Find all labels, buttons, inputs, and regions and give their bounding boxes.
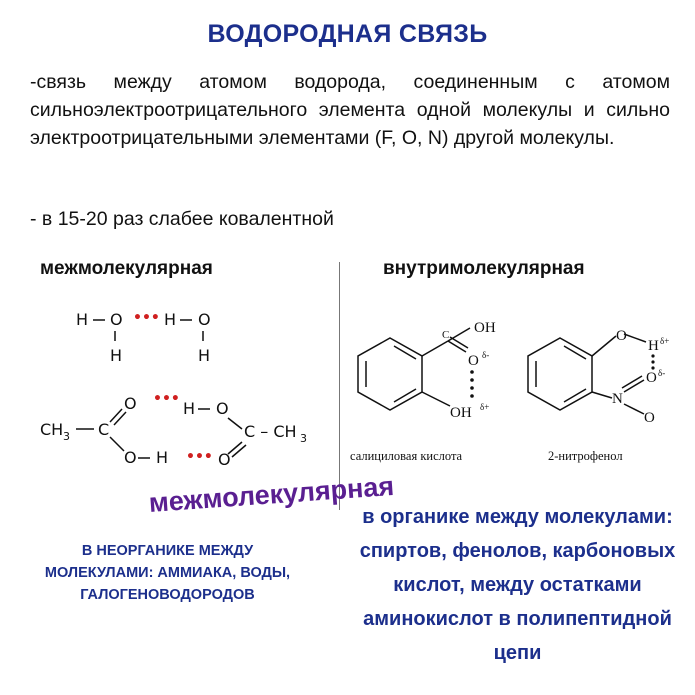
acetic-acid-dimer-diagram <box>38 385 338 475</box>
water-atom-h3: H <box>164 310 177 329</box>
salicylic-oh-top: OH <box>474 320 496 336</box>
intermolecular-label: межмолекулярная <box>147 470 396 519</box>
acid-right-o-top: O <box>216 399 229 418</box>
water-atom-h1: H <box>76 310 89 329</box>
acid-left-ch: CH <box>40 420 64 439</box>
water-atom-h2: H <box>110 346 123 365</box>
water-atom-o1: O <box>110 310 123 329</box>
definition-text: -связь между атомом водорода, соединенным с атомом сильноэлектроотрицательного элемента одной молекулы и сильно электроотрицательными элементами (F, O, N) другой молекулы. <box>30 71 670 149</box>
acid-left-sub: 3 <box>63 430 70 443</box>
water-atom-o2: O <box>198 310 211 329</box>
acid-right-c: C – CH <box>244 422 297 441</box>
nitrophenol-o-bottom: O <box>644 410 655 426</box>
nitrophenol-h: H <box>648 338 659 354</box>
nitrophenol-delta-plus: δ+ <box>660 336 670 346</box>
salicylic-delta-minus: δ- <box>482 350 490 360</box>
water-hbond-dots: ••• <box>133 310 160 326</box>
column-divider <box>339 262 340 510</box>
nitrophenol-o-right: O <box>646 370 657 386</box>
nitrophenol-n: N <box>612 391 623 407</box>
nitrophenol-diagram <box>520 310 690 470</box>
intramolecular-heading: внутримолекулярная <box>383 258 585 279</box>
acid-right-h: H <box>183 399 196 418</box>
nitrophenol-caption: 2-нитрофенол <box>548 449 623 463</box>
salicylic-c-label: C <box>442 329 450 341</box>
intermolecular-heading: межмолекулярная <box>40 258 213 279</box>
acid-left-c: C <box>98 420 110 439</box>
acid-left-h: H <box>156 448 169 467</box>
acid-left-o-bottom: O <box>124 448 137 467</box>
acid-right-sub: 3 <box>300 432 307 445</box>
weaker-note: - в 15-20 раз слабее ковалентной <box>30 208 334 230</box>
nitrophenol-delta-minus: δ- <box>658 368 666 378</box>
acid-hbond-dots-top: ••• <box>153 391 180 407</box>
inorganic-note: В НЕОРГАНИКЕ МЕЖДУ МОЛЕКУЛАМИ: АММИАКА, ВОДЫ, ГАЛОГЕНОВОДОРОДОВ <box>44 543 291 603</box>
water-atom-h4: H <box>198 346 211 365</box>
salicylic-delta-plus: δ+ <box>480 402 490 412</box>
salicylic-o-carbonyl: O <box>468 353 479 369</box>
salicylic-caption: салициловая кислота <box>350 449 463 463</box>
acid-right-o-bottom: O <box>218 450 231 469</box>
acid-hbond-dots-bottom: ••• <box>186 449 213 465</box>
salicylic-acid-diagram <box>350 310 515 470</box>
salicylic-oh-bottom: OH <box>450 405 472 421</box>
nitrophenol-o-top: O <box>616 328 627 344</box>
page-title: ВОДОРОДНАЯ СВЯЗЬ <box>207 20 488 48</box>
water-dimer-diagram <box>60 295 240 375</box>
acid-left-o-top: O <box>124 394 137 413</box>
organic-note: в органике между молекулами: спиртов, фенолов, карбоновых кислот, между остатками аминокислот в полипептидной цепи <box>359 506 676 664</box>
